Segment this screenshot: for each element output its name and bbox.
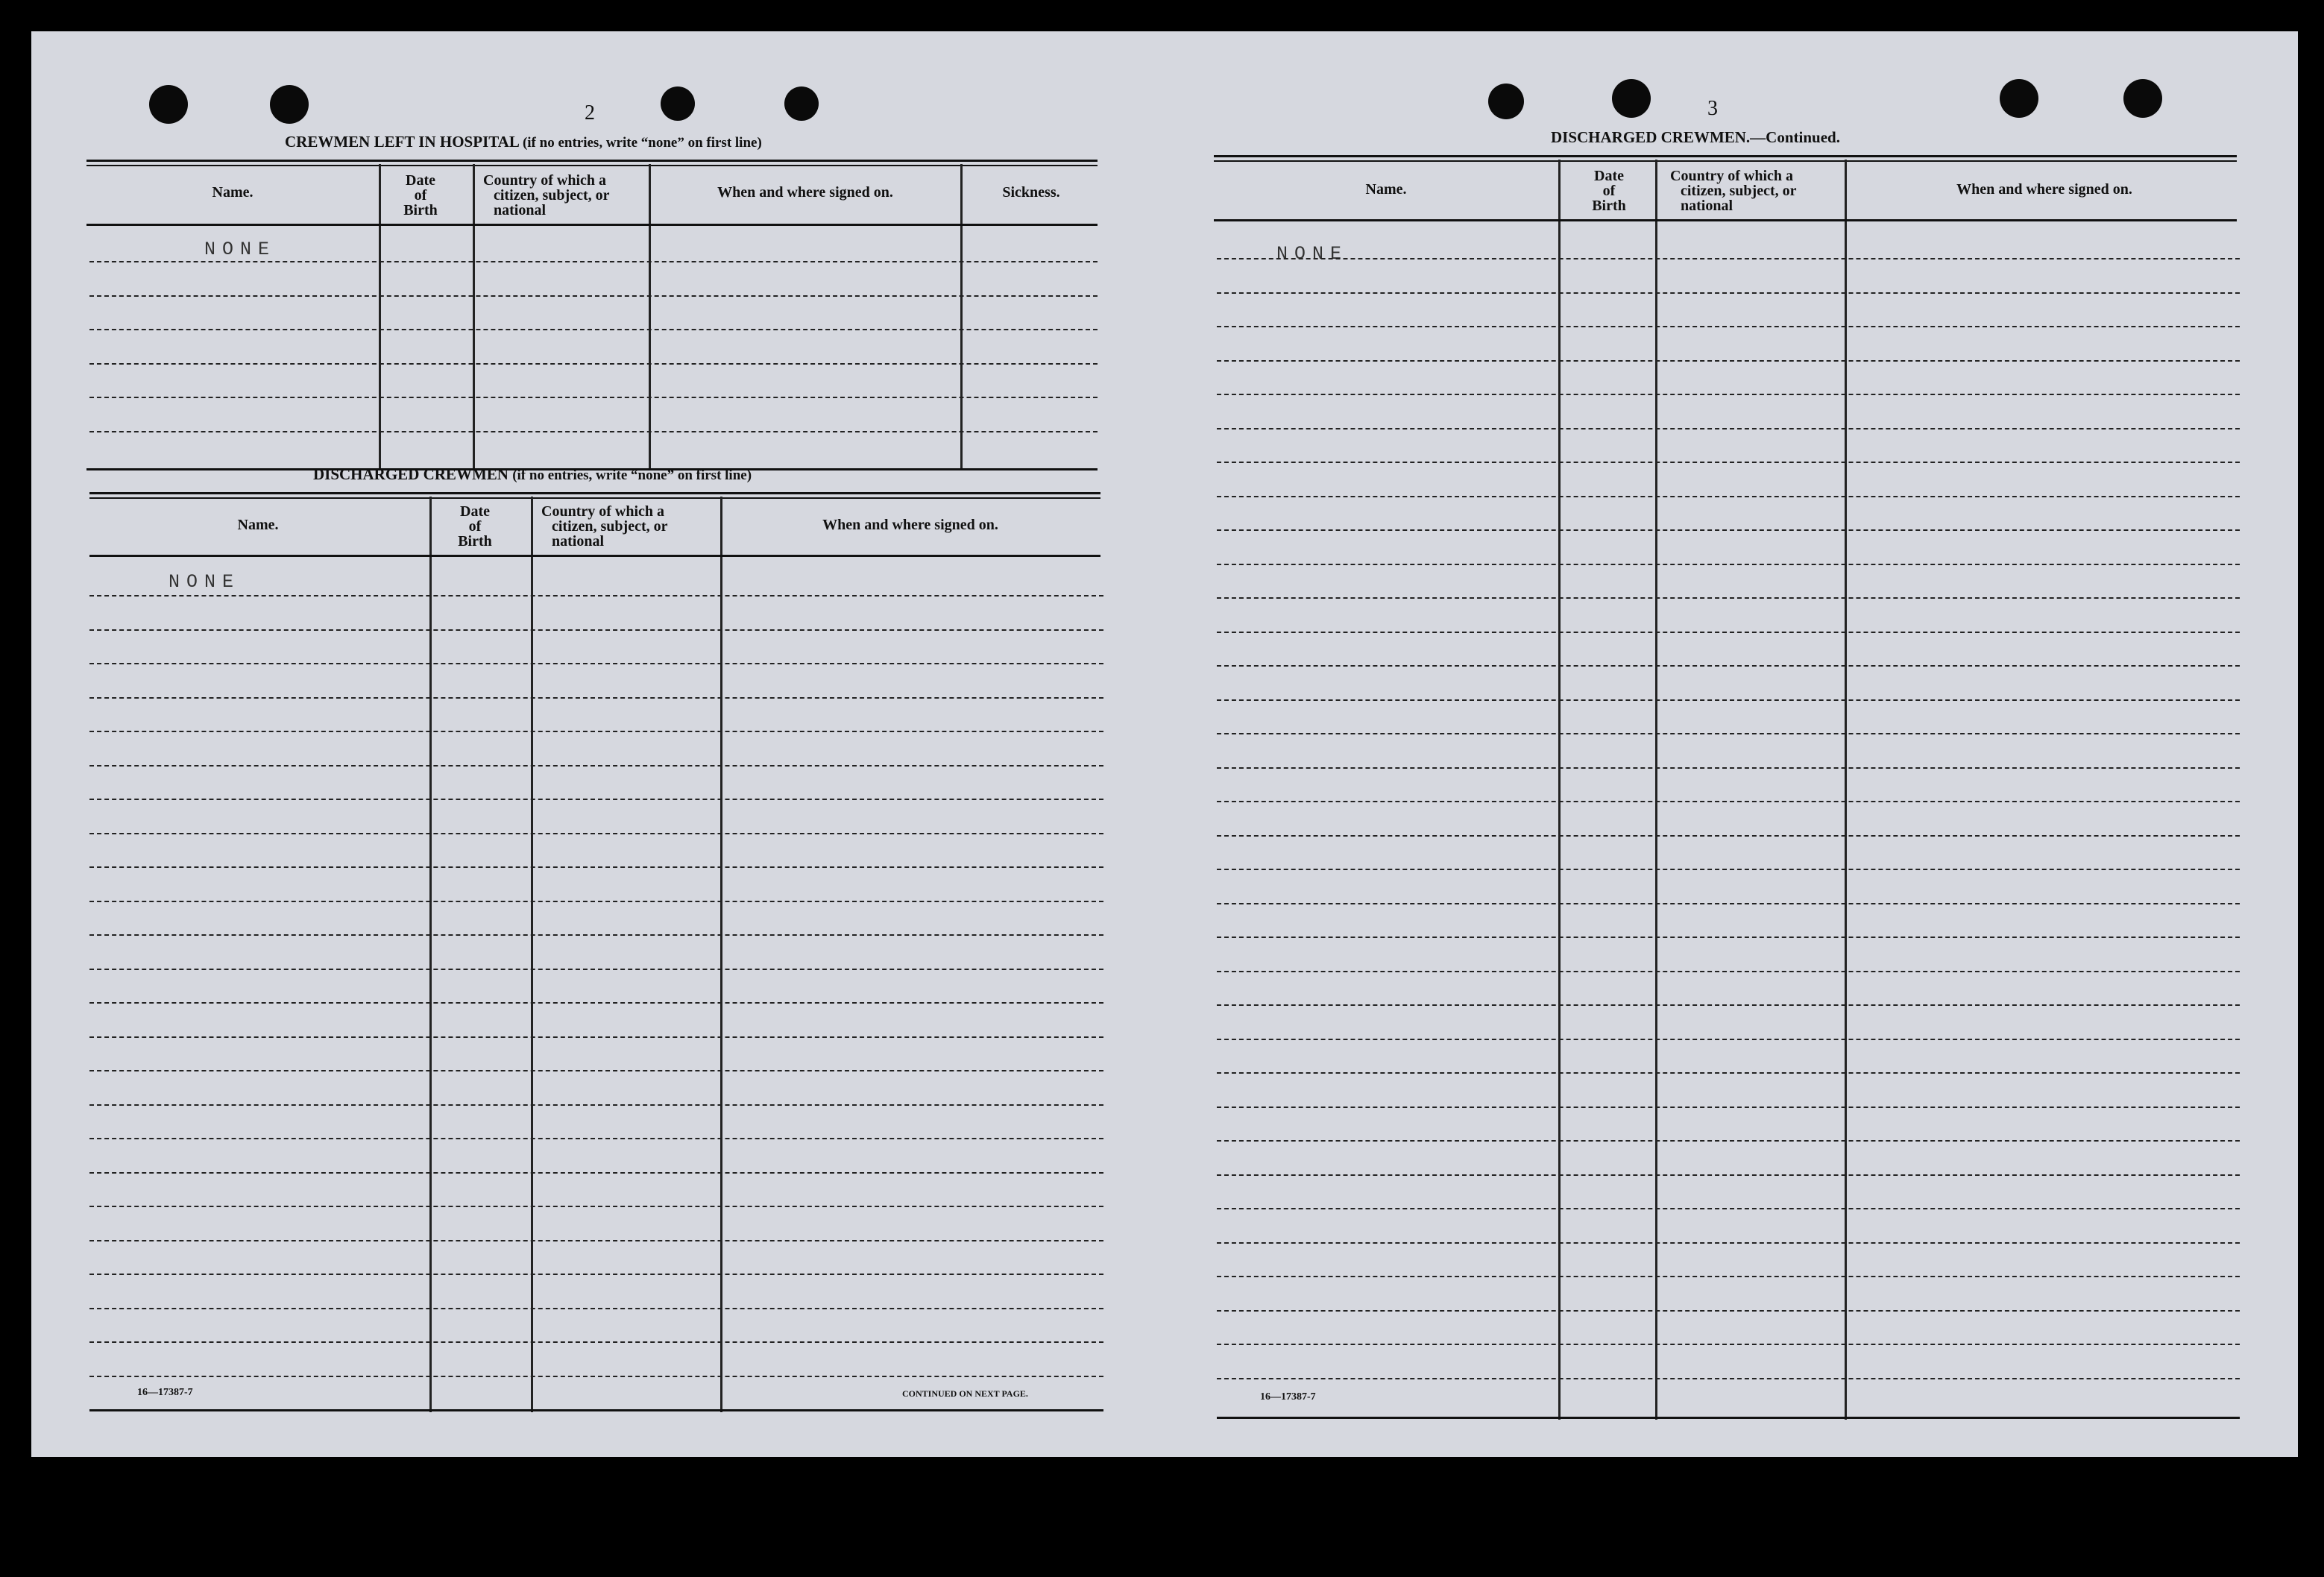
punch-hole [661, 86, 695, 121]
column-divider [473, 164, 475, 468]
ruled-line [1217, 801, 2240, 802]
punch-hole [149, 85, 188, 124]
ruled-line [89, 1138, 1103, 1139]
dob-line: Date [460, 503, 490, 520]
punch-hole [270, 85, 309, 124]
column-divider [649, 164, 651, 468]
ruled-line [1217, 1344, 2240, 1345]
ruled-line [1217, 292, 2240, 294]
ruled-line [89, 363, 1098, 365]
col-header-dob [431, 504, 519, 549]
ruled-line [1217, 428, 2240, 429]
column-divider [1558, 160, 1561, 1420]
country-line: national [1681, 198, 1733, 214]
column-divider [960, 164, 963, 468]
col-header-name: Name. [237, 517, 279, 533]
ruled-line [89, 901, 1103, 902]
discharged-section-title [313, 465, 752, 484]
dob-line: Birth [403, 202, 438, 218]
ruled-line [1217, 462, 2240, 463]
ruled-line [1217, 258, 2240, 259]
ruled-line [89, 397, 1098, 398]
ruled-line [89, 1172, 1103, 1174]
ruled-line [1217, 1004, 2240, 1006]
ruled-line [89, 431, 1098, 432]
col-header-dob [1561, 169, 1657, 213]
ruled-line [1217, 326, 2240, 327]
discharged-instruction: (if no entries, write “none” on first line) [512, 468, 752, 483]
dob-line: Date [406, 172, 435, 189]
ruled-line [89, 697, 1103, 699]
ruled-line [89, 969, 1103, 970]
col-header-country [474, 173, 656, 218]
double-rule [86, 160, 1098, 166]
ruled-line [89, 1308, 1103, 1309]
country-line: citizen, subject, or [552, 518, 668, 535]
right-section-title: DISCHARGED CREWMEN.—Continued. [1551, 128, 1840, 146]
ruled-line [89, 1002, 1103, 1004]
ruled-line [89, 295, 1098, 297]
ruled-line [89, 261, 1098, 262]
ruled-line [89, 1036, 1103, 1038]
punch-hole [1488, 84, 1524, 119]
col-header-sickness: Sickness. [1002, 184, 1060, 201]
ruled-line [1217, 1310, 2240, 1312]
country-line: national [552, 533, 605, 550]
header-underline [86, 224, 1098, 226]
ruled-line [1217, 733, 2240, 734]
ruled-line [1217, 903, 2240, 904]
country-line: citizen, subject, or [494, 187, 610, 204]
ruled-line [1217, 767, 2240, 769]
header-underline [1214, 219, 2237, 221]
form-number: 16—17387-7 [137, 1387, 193, 1398]
ruled-line [1217, 529, 2240, 531]
ruled-line [1217, 632, 2240, 633]
ruled-line [1217, 1174, 2240, 1176]
ruled-line [1217, 1072, 2240, 1074]
col-header-name: Name. [212, 184, 254, 201]
country-line: national [494, 202, 547, 218]
country-line: Country of which a [541, 503, 665, 520]
ruled-line [1217, 971, 2240, 972]
col-header-country [1661, 169, 1858, 213]
dob-line: of [468, 518, 482, 535]
ruled-line [89, 629, 1103, 631]
col-header-dob [383, 173, 458, 218]
ruled-line [1217, 665, 2240, 667]
hospital-title: CREWMEN LEFT IN HOSPITAL [285, 133, 519, 151]
col-header-signed: When and where signed on. [822, 517, 998, 533]
ruled-line [1217, 597, 2240, 599]
ruled-line [89, 1206, 1103, 1207]
ruled-line [89, 663, 1103, 664]
page-number: 2 [585, 101, 595, 125]
dob-line: of [414, 187, 427, 204]
double-rule [89, 492, 1100, 499]
ruled-line [1217, 869, 2240, 870]
table-bottom-rule [89, 1409, 1103, 1411]
punch-hole [1612, 79, 1651, 118]
ruled-line [1217, 1140, 2240, 1142]
ruled-line [89, 1376, 1103, 1377]
col-header-country [532, 504, 728, 549]
ruled-line [1217, 496, 2240, 497]
punch-hole [2123, 79, 2162, 118]
ruled-line [89, 1240, 1103, 1241]
entry-none: NONE [1276, 243, 1349, 265]
dob-line: Birth [1592, 198, 1626, 214]
ruled-line [1217, 564, 2240, 565]
ruled-line [89, 799, 1103, 800]
column-divider [1845, 160, 1847, 1420]
ruled-line [1217, 1039, 2240, 1040]
ruled-line [89, 1341, 1103, 1343]
col-header-name: Name. [1365, 181, 1407, 198]
ruled-line [1217, 937, 2240, 938]
ruled-line [89, 1274, 1103, 1275]
country-line: citizen, subject, or [1681, 183, 1797, 199]
ruled-line [1217, 1208, 2240, 1209]
ruled-line [89, 1104, 1103, 1106]
ruled-line [1217, 835, 2240, 837]
ruled-line [89, 833, 1103, 834]
ruled-line [89, 866, 1103, 868]
ruled-line [1217, 1107, 2240, 1108]
double-rule [1214, 155, 2237, 162]
header-underline [89, 555, 1100, 557]
entry-none: NONE [204, 239, 277, 260]
ruled-line [89, 765, 1103, 767]
column-divider [1655, 160, 1657, 1420]
ruled-line [1217, 1378, 2240, 1379]
punch-hole [784, 86, 819, 121]
table-bottom-rule [1217, 1417, 2240, 1419]
country-line: Country of which a [483, 172, 607, 189]
continued-note: CONTINUED ON NEXT PAGE. [902, 1388, 1028, 1399]
dob-line: Birth [458, 533, 492, 550]
ruled-line [1217, 699, 2240, 701]
ruled-line [89, 731, 1103, 732]
form-number: 16—17387-7 [1260, 1391, 1316, 1403]
ruled-line [1217, 360, 2240, 362]
dob-line: Date [1594, 168, 1624, 184]
ruled-line [89, 934, 1103, 936]
ruled-line [89, 1070, 1103, 1071]
col-header-signed: When and where signed on. [717, 184, 893, 201]
hospital-section-title [285, 133, 762, 151]
dob-line: of [1602, 183, 1616, 199]
discharged-title: DISCHARGED CREWMEN [313, 465, 508, 483]
ruled-line [1217, 1276, 2240, 1277]
ruled-line [89, 595, 1103, 597]
country-line: Country of which a [1670, 168, 1794, 184]
column-divider [379, 164, 381, 468]
form-sheet [31, 31, 2298, 1457]
col-header-signed: When and where signed on. [1956, 181, 2132, 198]
entry-none: NONE [169, 571, 241, 593]
ruled-line [1217, 1242, 2240, 1244]
ruled-line [89, 329, 1098, 330]
punch-hole [2000, 79, 2038, 118]
hospital-instruction: (if no entries, write “none” on first line) [522, 135, 762, 151]
ruled-line [1217, 394, 2240, 395]
page-number: 3 [1707, 97, 1718, 120]
